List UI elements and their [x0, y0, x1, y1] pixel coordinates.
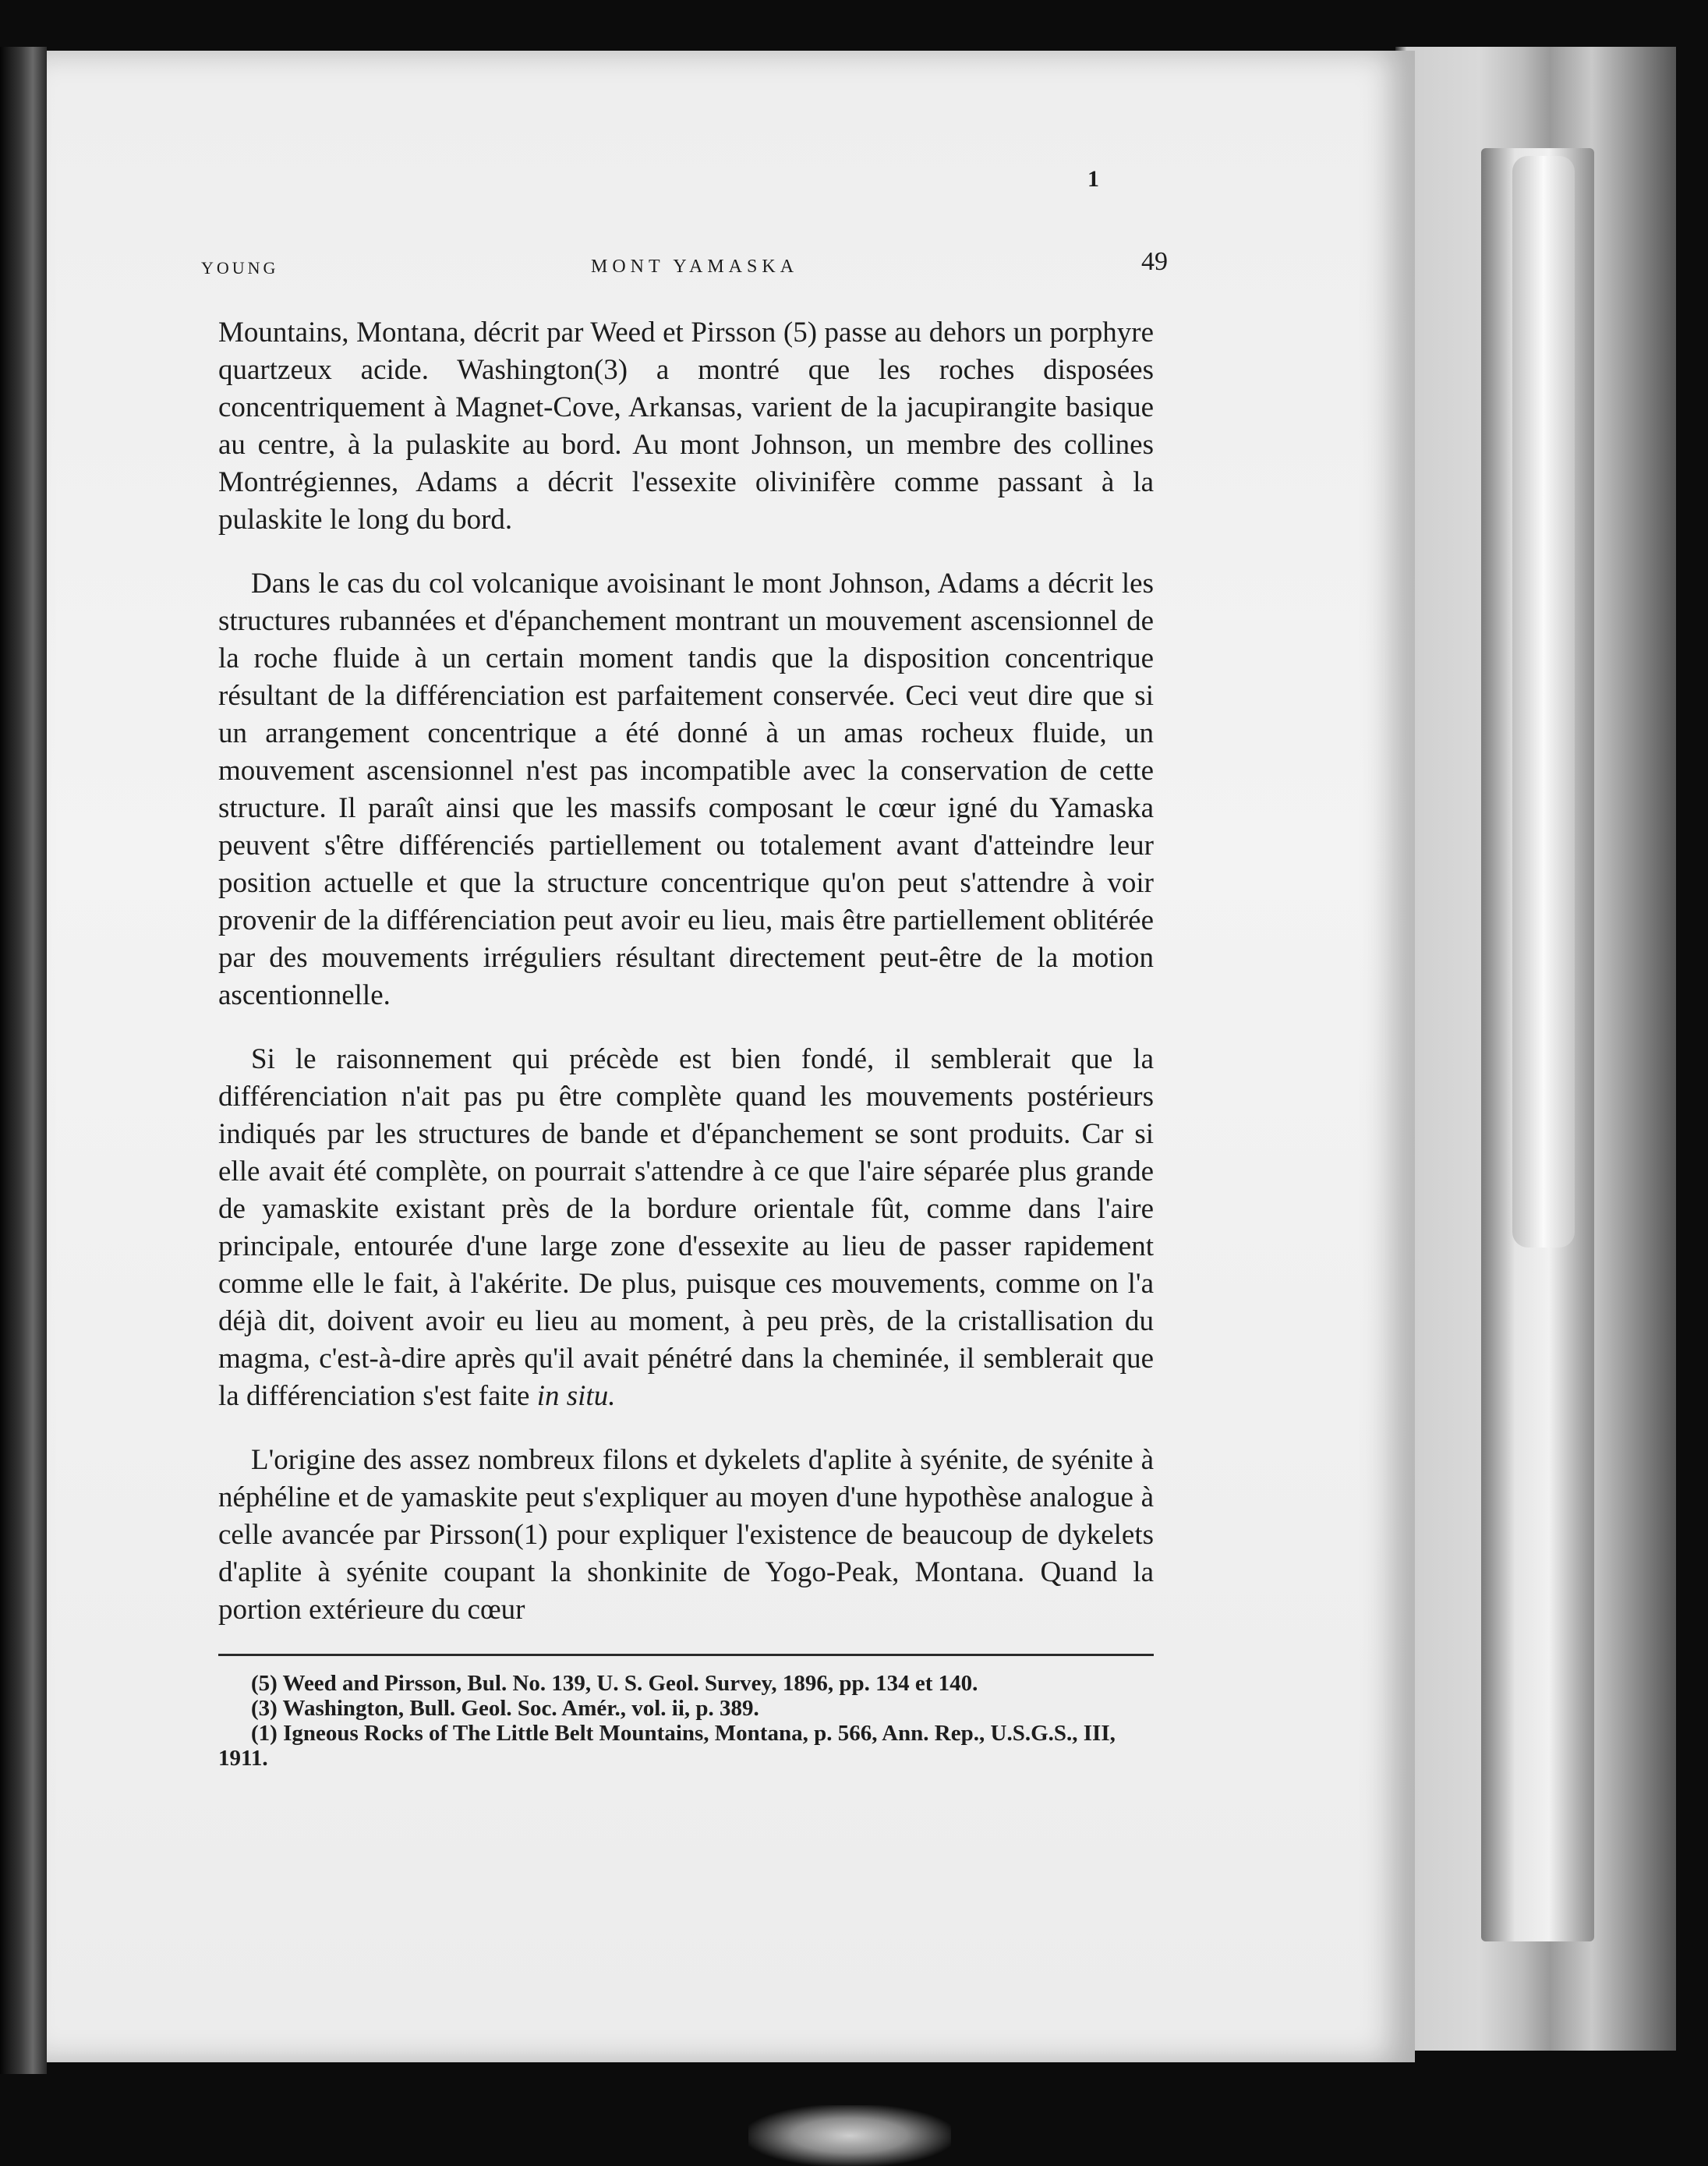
- running-head-title: MONT YAMASKA: [591, 257, 799, 277]
- italic-term: in situ.: [536, 1380, 616, 1412]
- film-smudge: [748, 2105, 951, 2166]
- footnote: (1) Igneous Rocks of The Little Belt Mountains, Montana, p. 566, Ann. Rep., U.S.G.S., III, 1911.: [218, 1721, 1116, 1771]
- running-head-author: YOUNG: [201, 258, 279, 278]
- scanned-page: [47, 51, 1415, 2062]
- page-number: 49: [1141, 247, 1168, 276]
- page-edge-highlight: [1512, 156, 1575, 1248]
- footnote: (3) Washington, Bull. Geol. Soc. Amér., vol. ii, p. 389.: [251, 1696, 759, 1721]
- footnote: (5) Weed and Pirsson, Bul. No. 139, U. S. Geol. Survey, 1896, pp. 134 et 140.: [251, 1671, 978, 1696]
- corner-mark: 1: [1087, 166, 1099, 192]
- running-head: [201, 247, 1168, 283]
- paragraph: Mountains, Montana, décrit par Weed et Pirsson (5) passe au dehors un porphyre quartzeux acide. Washington(3) a montré que les roches disposées concentriquement à Magnet-Cove, Arkansas, varient de la jacupirangite basique au centre, à la pulaskite au bord. Au mont Johnson, un membre des collines Montrégiennes, Adams a décrit l'essexite olivinifère comme passant à la pulaskite le long du bord.: [218, 317, 1154, 536]
- paragraph: Dans le cas du col volcanique avoisinant le mont Johnson, Adams a décrit les structures rubannées et d'épanchement montrant un mouvement ascensionnel de la roche fluide à un certain moment tandis que la disposition concentrique résultant de la différenciation est parfaitement conservée. Ceci veut dire que si un arrangement concentrique a été donné à un amas rocheux fluide, un mouvement ascensionnel n'est pas incompatible avec la conservation de cette structure. Il paraît ainsi que les massifs composant le cœur igné du Yamaska peuvent s'être différenciés partiellement ou totalement avant d'atteindre leur position actuelle et que la structure concentrique qu'on peut s'attendre à voir provenir de la différenciation peut avoir eu lieu, mais être partiellement oblitérée par des mouvements irréguliers résultant directement peut-être de la motion ascentionnelle.: [218, 568, 1154, 1011]
- footnotes: [218, 1671, 1169, 1771]
- book-left-edge: [0, 47, 47, 2074]
- paragraph: [218, 1041, 1154, 1415]
- footnote-rule: [218, 1654, 1154, 1656]
- body-text: [218, 314, 1154, 1655]
- paragraph: L'origine des assez nombreux filons et dykelets d'aplite à syénite, de syénite à néphéline et de yamaskite peut s'expliquer au moyen d'une hypothèse analogue à celle avancée par Pirsson(1) pour expliquer l'existence de beaucoup de dykelets d'aplite à syénite coupant la shonkinite de Yogo-Peak, Montana. Quand la portion extérieure du cœur: [218, 1444, 1154, 1626]
- paragraph-text: Si le raisonnement qui précède est bien fondé, il semblerait que la différenciation n'ait pas pu être complète quand les mouvements postérieurs indiqués par les structures de bande et d'épanchement se sont produits. Car si elle avait été complète, on pourrait s'attendre à ce que l'aire séparée plus grande de yamaskite existant près de la bordure orientale fût, comme dans l'aire principale, entourée d'une large zone d'essexite au lieu de passer rapidement comme elle le fait, à l'akérite. De plus, puisque ces mouvements, comme on l'a déjà dit, doivent avoir eu lieu au moment, à peu près, de la cristallisation du magma, c'est-à-dire après qu'il avait pénétré dans la cheminée, il semblerait que la différenciation s'est faite: [218, 1043, 1154, 1412]
